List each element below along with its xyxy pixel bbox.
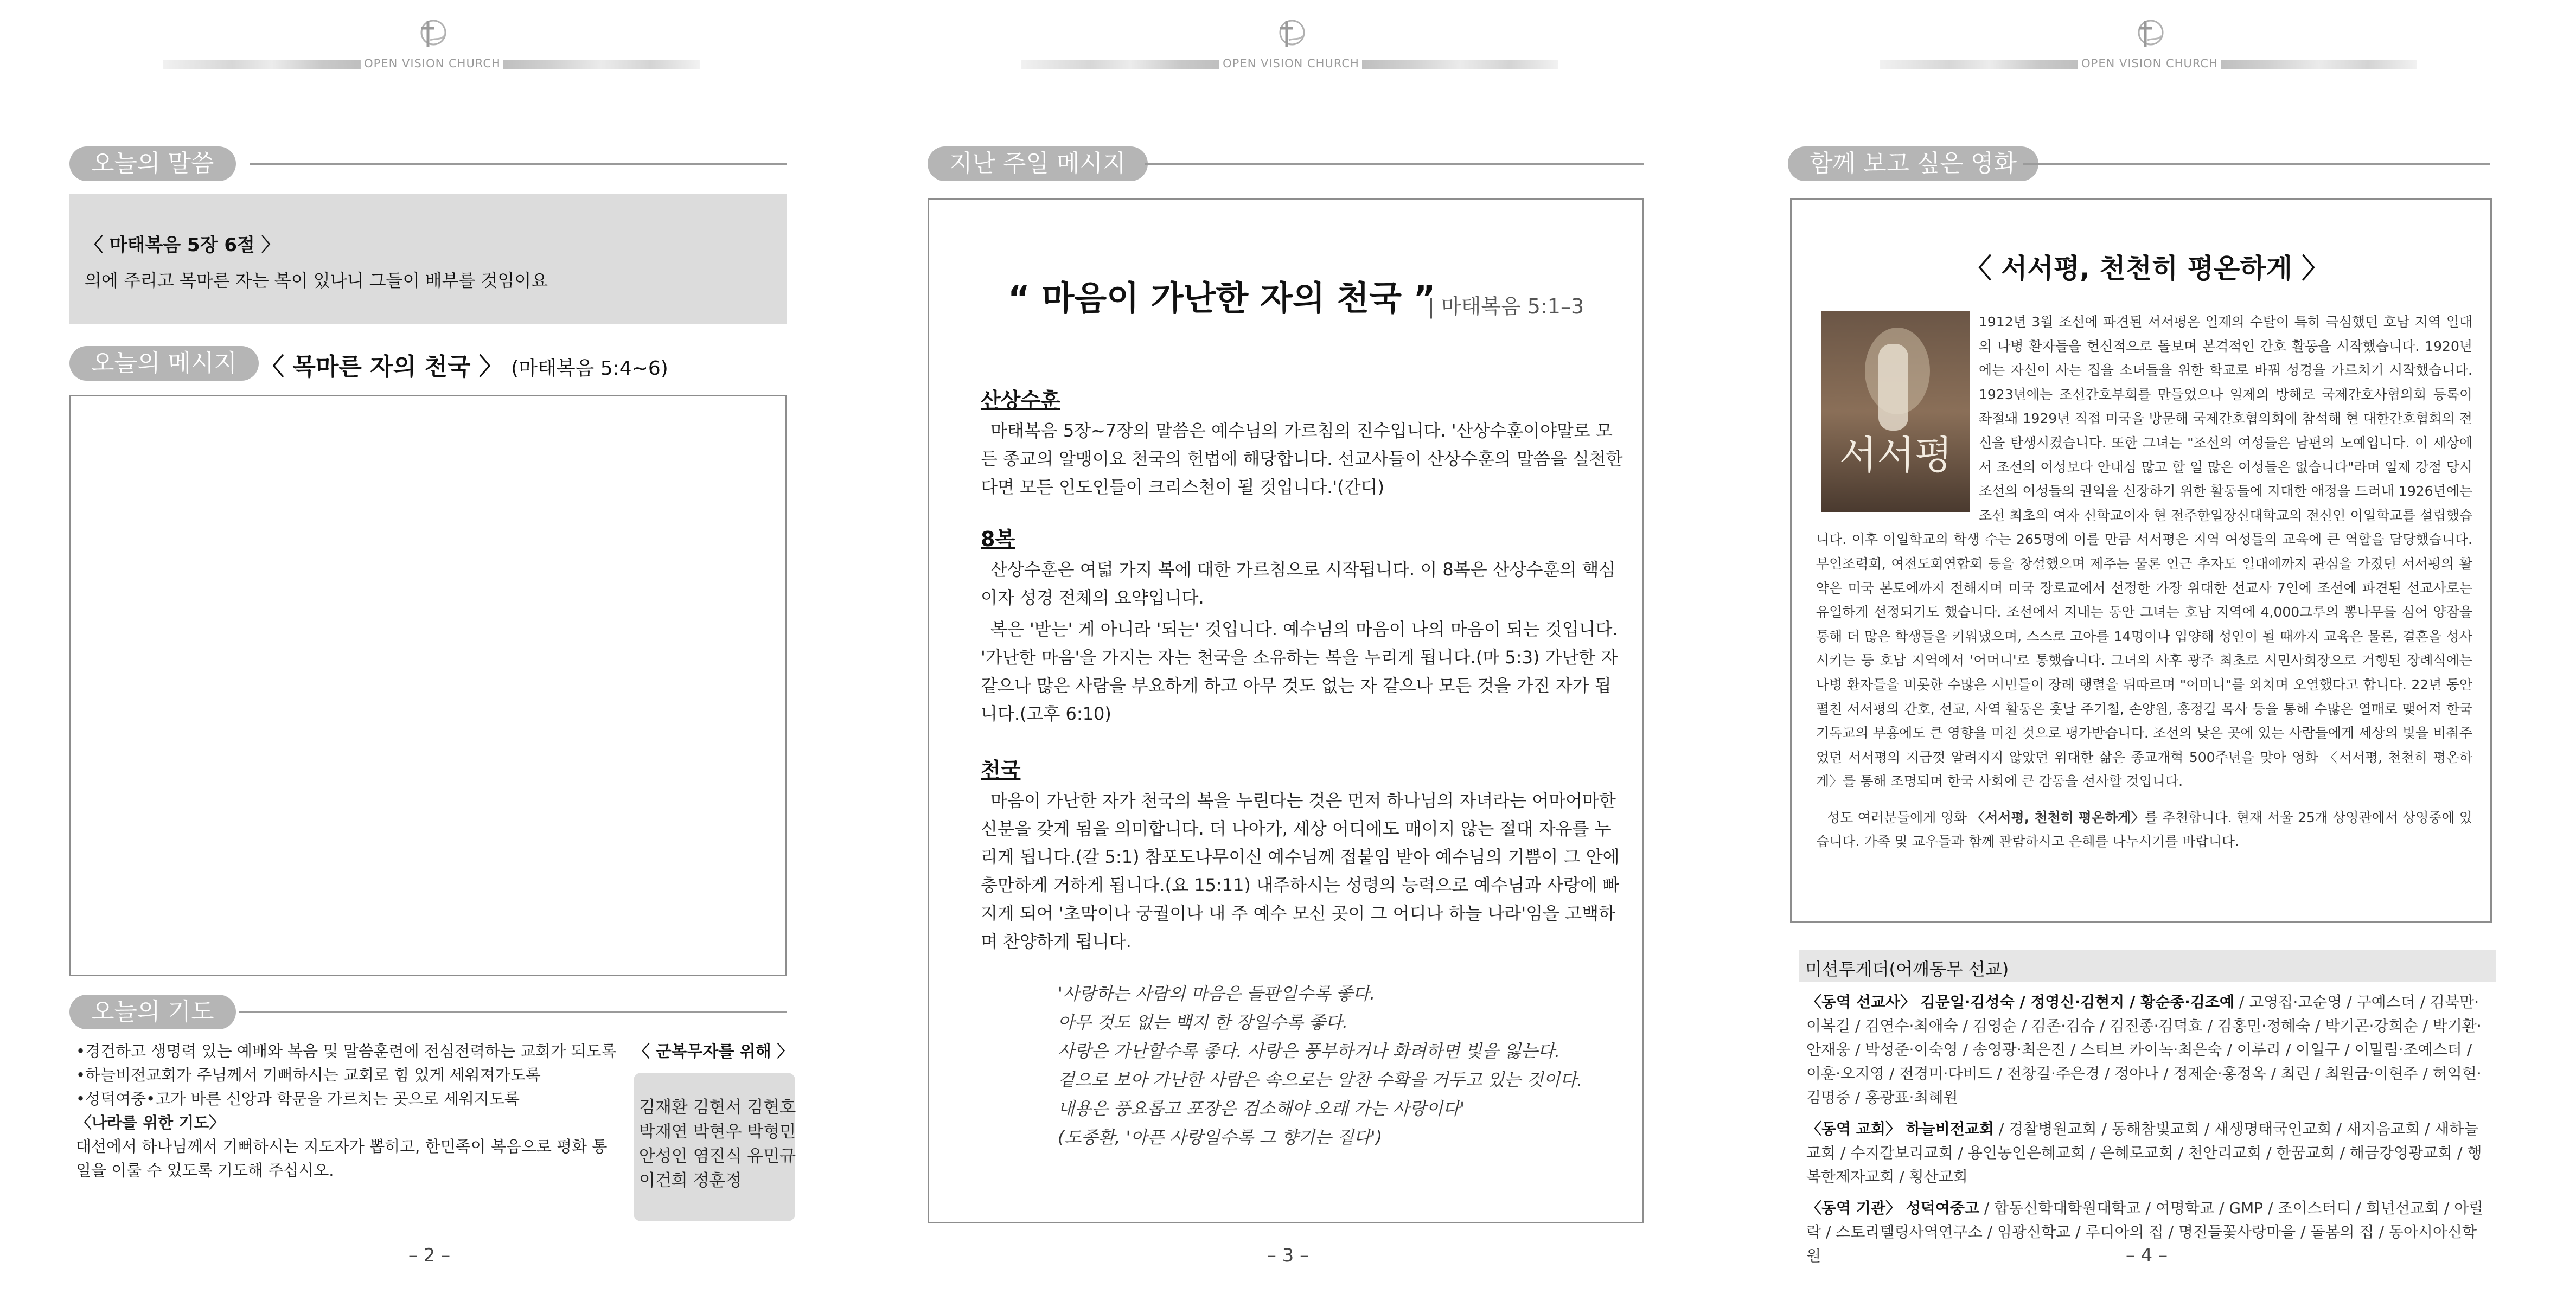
page-header [163, 16, 700, 76]
header-bar-right [1362, 60, 1558, 69]
page-header [1021, 16, 1558, 76]
sermon-heading: 산상수훈 [981, 388, 1060, 412]
message-section-label: 오늘의 메시지 [69, 346, 259, 381]
mission-group-head: 〈동역 기관〉 성덕여중고 [1806, 1199, 1979, 1217]
message-title [260, 347, 668, 382]
sermon-heading: 천국 [981, 758, 1021, 782]
sermon-title: “ 마음이 가난한 자의 천국 ” [1008, 278, 1436, 318]
prayer-list [76, 1039, 618, 1182]
church-name: OPEN VISION CHURCH [2081, 57, 2218, 70]
mission-group-body: / 합동신학대학원대학교 / 여명학교 / GMP / 조이스터디 / 희년선교회 / 아릴락 / 스토리텔링사역연구소 / 임광신학교 / 루디아의 집 / 명진들꽃사랑마을 / 돌봄의 집 / 동아시아신학원 [1806, 1199, 2484, 1265]
poem-line: 내용은 풍요롭고 포장은 검소해야 오래 가는 사랑이다' [1058, 1098, 1465, 1119]
page-number: – 2 – [408, 1245, 451, 1266]
verse-box [69, 194, 787, 324]
poem-line: 겉으로 보아 가난한 사람은 속으로는 알찬 수확을 거두고 있는 것이다. [1058, 1069, 1583, 1090]
poem-line: '사랑하는 사람의 마음은 들판일수록 좋다. [1058, 983, 1376, 1004]
mission-group [1806, 1117, 2484, 1189]
poem-source: (도종환, '아픈 사랑일수록 그 향기는 짙다') [1058, 1127, 1383, 1148]
movie-description [1816, 310, 2472, 854]
sermon-paragraph: 마태복음 5장~7장의 말씀은 예수님의 가르침의 진수입니다. '산상수훈이야말로 모든 종교의 알맹이요 천국의 헌법에 해당합니다. 선교사들이 산상수훈의 말씀을 실천한다면 모든 인도인들이 크리스천이 될 것입니다.'(간디) [981, 420, 1623, 497]
nation-prayer-text: 대선에서 하나님께서 기뻐하시는 지도자가 뽑히고, 한민족이 복음으로 평화 통일을 이룰 수 있도록 기도해 주십시오. [76, 1137, 608, 1180]
mission-list [1806, 990, 2484, 1276]
verse-text: 의에 주리고 목마른 자는 복이 있나니 그들이 배부를 것임이요 [85, 270, 548, 291]
poster-title: 서서평 [1839, 432, 1953, 478]
sermon-section-rule [1145, 163, 1644, 165]
prayer-item: •하늘비전교회가 주님께서 기뻐하시는 교회로 힘 있게 세워져가도록 [76, 1066, 541, 1084]
sermon-poem [1058, 979, 1582, 1152]
movie-title: 〈 서서평, 천천히 평온하게 〉 [1964, 253, 2329, 284]
header-bar-left [163, 60, 361, 69]
recommend-title: 〈서서평, 천천히 평온하게〉 [1971, 809, 2145, 825]
word-section-label: 오늘의 말씀 [69, 146, 236, 181]
movie-section-rule [2023, 163, 2490, 165]
sermon-section [981, 384, 1625, 501]
army-prayer-heading: 〈 군복무자를 위해 〉 [634, 1042, 794, 1061]
mission-group-head: 〈동역 선교사〉 김문일·김성숙 / 정영신·김현지 / 황순종·김조예 [1806, 993, 2234, 1011]
verse-reference: 〈 마태복음 5장 6절 〉 [85, 234, 280, 256]
prayer-section-label: 오늘의 기도 [69, 995, 236, 1029]
army-names-row: 박재연 박현우 박형민 [639, 1122, 796, 1142]
header-bar-left [1880, 60, 2078, 69]
mission-group-body: / 경찰병원교회 / 동해참빛교회 / 새생명태국인교회 / 새지음교회 / 새하늘교회 / 수지갈보리교회 / 용인농인은혜교회 / 은혜로교회 / 천안리교회 / 한꿈교회 / 해금강영광교회 / 행복한제자교회 / 횡산교회 [1806, 1120, 2482, 1186]
sermon-section [981, 754, 1625, 956]
sermon-section-label: 지난 주일 메시지 [928, 146, 1148, 181]
movie-recommend [1816, 806, 2472, 854]
sermon-paragraph: 마음이 가난한 자가 천국의 복을 누린다는 것은 먼저 하나님의 자녀라는 어마어마한 신분을 갖게 됨을 의미합니다. 더 나아가, 세상 어디에도 매이지 않는 절대 자유를 누리게 됩니다.(갈 5:1) 참포도나무이신 예수님께 접붙임 받아 예수님의 기쁨이 그 안에 충만하게 거하게 됩니다.(요 15:11) 내주하시는 성령의 능력으로 예수님과 사랑에 빠지게 되어 '초막이나 궁궐이나 내 주 예수 모신 곳이 그 어디나 하늘 나라'임을 고백하며 찬양하게 됩니다. [981, 790, 1620, 952]
army-names [639, 1096, 796, 1193]
mission-group [1806, 990, 2484, 1110]
mission-header [1799, 950, 2496, 982]
sermon-paragraph: 산상수훈은 여덟 가지 복에 대한 가르침으로 시작됩니다. 이 8복은 산상수훈의 핵심이자 성경 전체의 요약입니다. [981, 559, 1616, 608]
army-names-row: 김재환 김현서 김현호 [639, 1098, 796, 1117]
word-section-rule [250, 163, 787, 165]
page-number: – 4 – [2125, 1245, 2168, 1266]
army-names-row: 이건희 정훈정 [639, 1171, 742, 1190]
message-title-text: 〈 목마른 자의 천국 〉 [260, 353, 503, 381]
header-bar-right [503, 60, 700, 69]
recommend-text: 를 추천합니다. 현재 서울 25개 상영관에서 상영중에 있습니다. 가족 및 교우들과 함께 관람하시고 은혜를 나누시기를 바랍니다. [1816, 809, 2473, 850]
poem-line: 사랑은 가난할수록 좋다. 사랑은 풍부하거나 화려하면 빛을 잃는다. [1058, 1041, 1561, 1061]
header-bar-left [1021, 60, 1219, 69]
sermon-reference: | 마태복음 5:1–3 [1428, 294, 1584, 318]
church-logo-icon [2131, 16, 2166, 51]
page-number: – 3 – [1267, 1245, 1309, 1266]
poster-spacer [1816, 310, 1979, 527]
message-notes-box [69, 395, 787, 976]
sermon-paragraph: 복은 '받는' 게 아니라 '되는' 것입니다. 예수님의 마음이 나의 마음이 되는 것입니다. '가난한 마음'을 가지는 자는 천국을 소유하는 복을 누리게 됩니다.(마 5:3) 가난한 자 같으나 많은 사람을 부요하게 하고 아무 것도 없는 자 같으나 모든 것을 가진 자가 됩니다.(고후 6:10) [981, 619, 1618, 724]
prayer-item: •경건하고 생명력 있는 예배와 복음 및 말씀훈련에 전심전력하는 교회가 되도록 [76, 1042, 617, 1060]
mission-label: 미션투게더(어깨동무 선교) [1805, 959, 2009, 979]
header-bar-right [2221, 60, 2417, 69]
recommend-text: 성도 여러분들에게 영화 [1827, 809, 1972, 825]
church-logo-icon [1273, 16, 1307, 51]
church-name: OPEN VISION CHURCH [364, 57, 501, 70]
page-header [1880, 16, 2417, 76]
sermon-section [981, 523, 1625, 728]
message-title-ref: (마태복음 5:4~6) [511, 357, 668, 380]
church-name: OPEN VISION CHURCH [1223, 57, 1359, 70]
nation-prayer-heading: 〈나라를 위한 기도〉 [76, 1113, 225, 1132]
mission-group-body: / 고영집·고순영 / 구예스더 / 김북만·이복길 / 김연수·최애숙 / 김영순 / 김존·김슈 / 김진종·김덕효 / 김홍민·정혜숙 / 박기곤·강희순 / 박기환·안재웅 / 박성준·이숙영 / 송영광·최은진 / 스티브 카이녹·최은숙 / 이루리 / 이일구 / 이밀림·조예스더 / 이훈·오지영 / 전경미·다비드 / 전창길·주은경 / 정아나 / 정제순·홍정옥 / 최린 / 최원금·이현주 / 허익현·김명중 / 홍광표·최혜원 [1806, 993, 2482, 1106]
movie-section-label: 함께 보고 싶은 영화 [1788, 146, 2038, 181]
prayer-section-rule [239, 1011, 787, 1013]
poem-line: 아무 것도 없는 백지 한 장일수록 좋다. [1058, 1012, 1348, 1033]
church-logo-icon [414, 16, 449, 51]
prayer-item: •성덕여중•고가 바른 신앙과 학문을 가르치는 곳으로 세워지도록 [76, 1090, 520, 1108]
sermon-heading: 8복 [981, 527, 1015, 551]
mission-group-head: 〈동역 교회〉 하늘비전교회 [1806, 1120, 1994, 1138]
movie-body-text: 1912년 3월 조선에 파견된 서서평은 일제의 수탈이 특히 극심했던 호남 지역 일대의 나병 환자들을 헌신적으로 돌보며 본격적인 간호 활동을 시작했습니다. 1920년에는 자신이 사는 집을 소녀들을 위한 학교로 바꿔 성경을 가르치기 시작했습니다. 1923년에는 조선간호부회를 만들었으나 일제의 방해로 국제간호사협의회 등록이 좌절돼 1929년 직접 미국을 방문해 국제간호협의회에 참석해 현 대한간호협회의 전신을 탄생시켰습니다. 또한 그녀는 "조선의 여성들은 남편의 노예입니다. 이 세상에서 조선의 여성보다 안내심 많고 할 일 많은 여성들은 없습니다"라며 일제 강점 당시 조선의 여성들의 권익을 신장하기 위한 활동들에 지대한 애정을 드러내 1926년에는 조선 최초의 여자 신학교이자 현 전주한일장신대학교의 전신인 이일학교를 설립했습니다. 이후 이일학교의 학생 수는 265명에 이를 만큼 서서평은 지역 여성들의 교육에 큰 역할을 담당했습니다. 부인조력회, 여전도회연합회 등을 창설했으며 제주는 물론 인근 추자도 일대에까지 관심을 가졌던 서서평의 활약은 미국 본토에까지 전해지며 미국 장로교에서 선정한 가장 위대한 선교사 7인에 조선에 파견된 선교사로는 유일하게 선정되기도 했습니다. 조선에서 지내는 동안 그녀는 호남 지역에 4,000그루의 뽕나무를 심어 양잠을 통해 더 많은 학생들을 키워냈으며, 스스로 고아를 14명이나 입양해 성인이 될 때까지 교육은 물론, 결혼을 성사시키는 등 호남 지역에서 '어머니'로 통했습니다. 그녀의 사후 광주 최초로 시민사회장으로 거행된 장례식에는 나병 환자들을 비롯한 수많은 시민들이 장례 행렬을 뒤따르며 "어머니"를 외치며 오열했다고 합니다. 22년 동안 펼친 서서평의 간호, 선교, 사역 활동은 훗날 주기철, 손양원, 홍정길 목사 등을 통해 수많은 열매로 맺어져 한국 기독교의 부흥에도 큰 영향을 미친 것으로 평가받습니다. 조선의 낮은 곳에 있는 사람들에게 세상의 빛을 비춰주었던 서서평의 지금껏 알려지지 않았던 위대한 삶은 종교개혁 500주년을 맞아 영화 〈서서평, 천천히 평온하게〉를 통해 조명되며 한국 사회에 큰 감동을 선사할 것입니다. [1816, 314, 2472, 790]
army-names-row: 안성인 염진식 유민규 [639, 1146, 796, 1166]
